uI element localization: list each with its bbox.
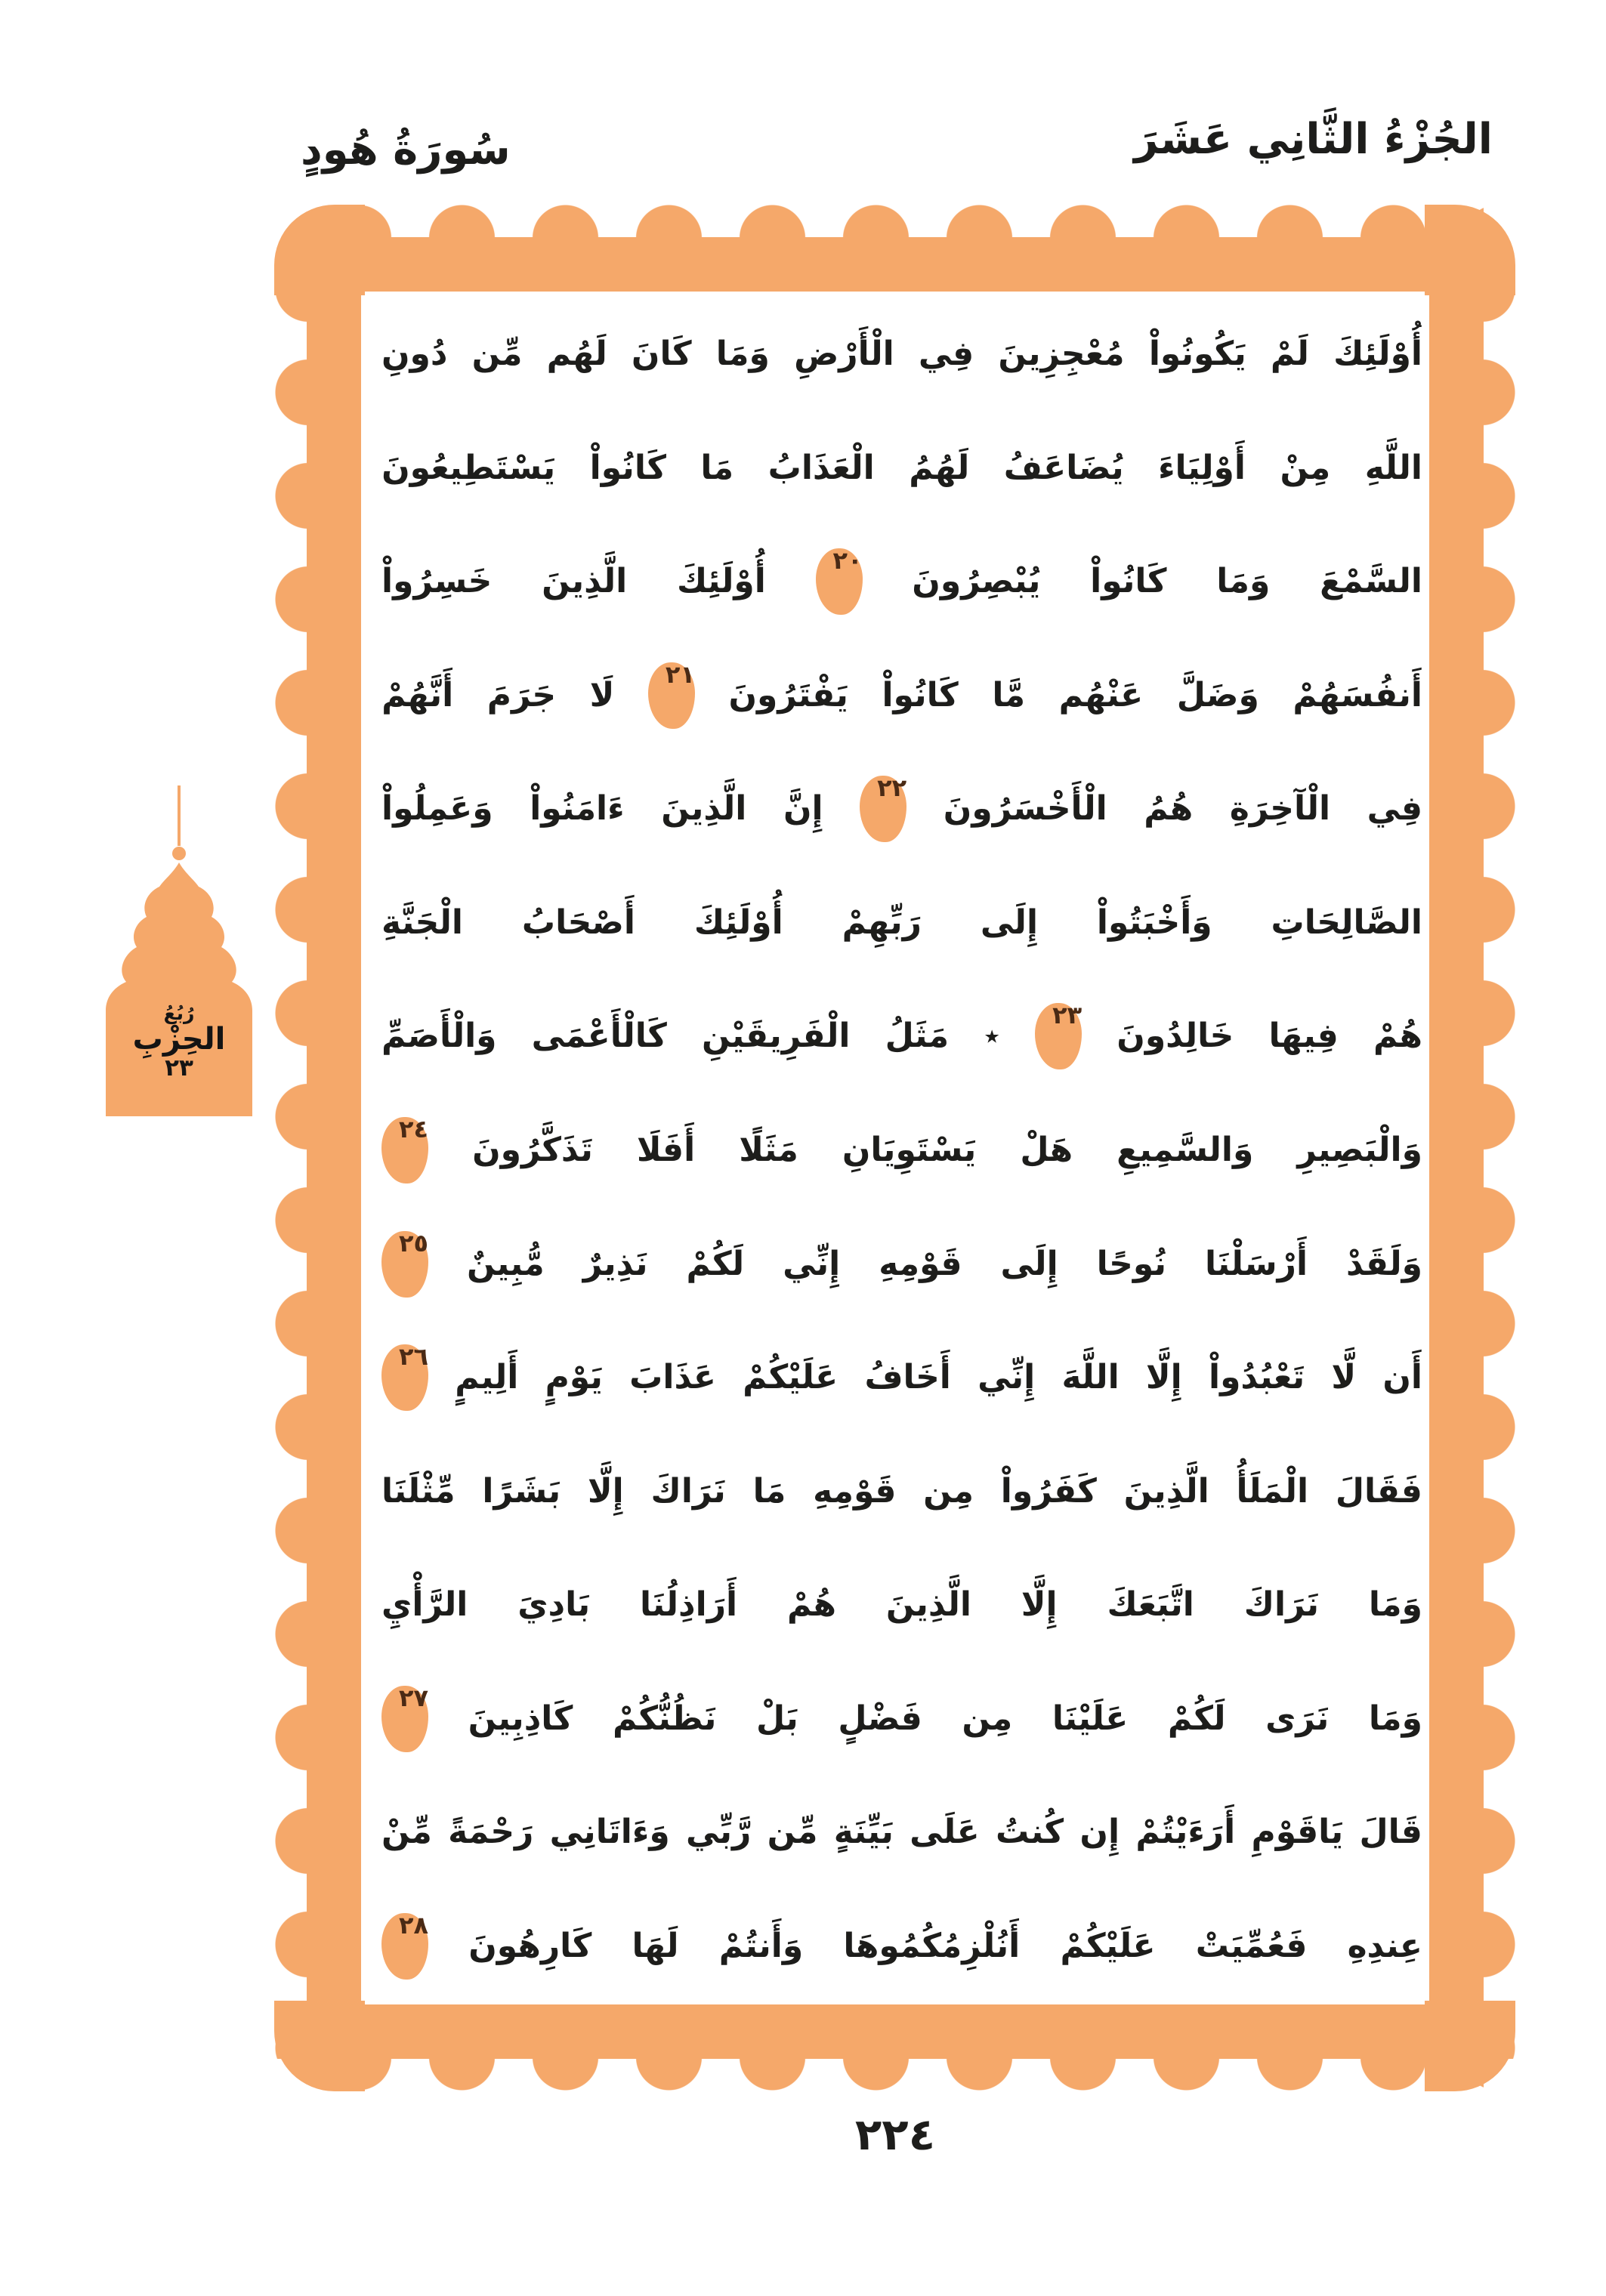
- verse-marker: ٢٤: [381, 1117, 428, 1183]
- quran-word: نَذِيرٌ: [582, 1244, 648, 1283]
- quran-word: هُمُ: [1144, 789, 1194, 829]
- quran-word: وَالْبَصِيرِ: [1297, 1130, 1422, 1169]
- verse-marker: ٢٠: [816, 548, 863, 615]
- quran-line: [381, 983, 1422, 1090]
- quran-word: ءَامَنُواْ: [530, 789, 625, 829]
- quran-word: كَانُواْ: [1090, 562, 1167, 601]
- quran-word: بَشَرًا: [482, 1471, 561, 1511]
- quran-word: عِندِهِ: [1347, 1926, 1422, 1965]
- quran-word: لَا: [589, 675, 615, 714]
- quran-word: مِّثْلَنَا: [381, 1471, 456, 1511]
- quran-word: عَلَيْكُمْ: [743, 1358, 839, 1397]
- quran-word: لَمْ: [1270, 335, 1309, 373]
- surah-title: سُورَةُ هُودٍ: [301, 125, 511, 174]
- verse-marker: ٢١: [648, 662, 695, 729]
- quran-word: بَلْ: [756, 1699, 798, 1738]
- quran-word: أُوْلَئِكَ: [1333, 335, 1422, 373]
- quran-word: يُضَاعَفُ: [1003, 448, 1124, 487]
- quran-word: أُوْلَئِكَ: [676, 562, 766, 601]
- quran-word: أَلِيمٍ: [455, 1358, 519, 1397]
- quran-line: [381, 1211, 1422, 1318]
- quran-word: الْآخِرَةِ: [1229, 789, 1331, 829]
- verse-marker: ٢٣: [1035, 1003, 1082, 1069]
- quran-line: [381, 1551, 1422, 1659]
- quran-word: مَثَلُ: [885, 1017, 950, 1056]
- quran-word: أَنُلْزِمُكُمُوهَا: [843, 1926, 1021, 1965]
- quran-word: الَّذِينَ: [661, 789, 747, 829]
- quran-line: [381, 755, 1422, 863]
- verse-marker: ٢٢: [860, 776, 906, 842]
- quran-word: كَارِهُونَ: [468, 1926, 592, 1965]
- quran-word: رَحْمَةً: [448, 1813, 534, 1852]
- quran-word: لَّا: [1331, 1358, 1357, 1397]
- quran-word: الْأَخْسَرُونَ: [943, 789, 1107, 829]
- quran-word: وَمَا: [715, 335, 770, 373]
- quran-word: فِي: [1367, 789, 1422, 829]
- quran-word: الرَّأْيِ: [381, 1585, 468, 1625]
- quran-word: بَادِيَ: [517, 1585, 591, 1625]
- quran-word: يَكُونُواْ: [1148, 335, 1246, 373]
- quran-word: اللَّهَ: [1061, 1358, 1120, 1397]
- quran-word: مُعْجِزِينَ: [998, 335, 1125, 373]
- quran-word: وَءَاتَانِي: [549, 1813, 670, 1852]
- quran-word: عَلَيْنَا: [1052, 1699, 1129, 1738]
- quran-word: مِن: [962, 1699, 1013, 1738]
- quran-word: خَالِدُونَ: [1116, 1017, 1234, 1056]
- verse-marker: ٢٨: [381, 1913, 428, 1980]
- verse-marker: ٢٦: [381, 1344, 428, 1411]
- frame-scallop-left: [274, 237, 308, 2059]
- quran-word: يَوْمٍ: [545, 1358, 603, 1397]
- quran-word: مِّنْ: [381, 1813, 432, 1852]
- quran-word: عَنْهُم: [1058, 675, 1144, 714]
- quran-word: الَّذِينَ: [542, 562, 628, 601]
- quran-word: وَمَا: [1368, 1699, 1422, 1738]
- quran-word: وَأَنتُمْ: [718, 1926, 804, 1965]
- quran-word: مَثَلًا: [739, 1130, 798, 1169]
- quran-word: فِي: [918, 335, 974, 373]
- quran-word: الْعَذَابُ: [767, 448, 875, 487]
- quran-line: [381, 642, 1422, 749]
- quran-word: وَالسَّمِيعِ: [1116, 1130, 1254, 1169]
- quran-word: كَانُواْ: [589, 448, 666, 487]
- quran-word: بَيِّنَةٍ: [833, 1813, 894, 1852]
- quran-word: كَالْأَعْمَى: [531, 1017, 667, 1056]
- frame-scallop-right: [1482, 237, 1516, 2059]
- quran-word: الَّذِينَ: [1123, 1471, 1209, 1511]
- quran-word: مَا: [752, 1471, 786, 1511]
- quran-word: أَصْحَابُ: [521, 903, 635, 942]
- quran-word: وَمَا: [1368, 1585, 1422, 1625]
- quran-word: قَالَ: [1359, 1813, 1422, 1852]
- quran-word: إِنِّي: [977, 1358, 1036, 1397]
- quran-word: إِلَّا: [1145, 1358, 1182, 1397]
- quran-word: مِّن: [471, 335, 523, 373]
- quran-word: السَّمْعَ: [1320, 562, 1422, 601]
- hizb-word: الحِزْبِ: [132, 1022, 226, 1057]
- quran-word: اللَّهِ: [1364, 448, 1422, 487]
- quran-word: نَرَاكَ: [1243, 1585, 1320, 1625]
- quran-word: مِّن: [767, 1813, 818, 1852]
- quran-word: فَقَالَ: [1335, 1471, 1422, 1511]
- rub-el-hizb-star-icon: ٭: [984, 1019, 1000, 1054]
- quran-word: وَلَقَدْ: [1346, 1244, 1422, 1283]
- quran-word: فِيهَا: [1268, 1017, 1339, 1056]
- quran-word: اتَّبَعَكَ: [1107, 1585, 1194, 1625]
- quran-word: جَرَمَ: [486, 675, 557, 714]
- quran-word: هُمْ: [1373, 1017, 1422, 1056]
- quran-word: الَّذِينَ: [885, 1585, 971, 1625]
- quran-word: عَلَى: [910, 1813, 980, 1852]
- quran-word: عَلَيْكُمْ: [1060, 1926, 1156, 1965]
- quran-word: يَاقَوْمِ: [1251, 1813, 1344, 1852]
- hizb-quarter-word: رُبُعُ: [163, 1002, 195, 1024]
- quran-word: وَالْأَصَمِّ: [381, 1017, 497, 1056]
- quran-word: يَسْتَوِيَانِ: [842, 1130, 977, 1169]
- quran-word: كُنتُ: [995, 1813, 1064, 1852]
- hizb-ornament: [103, 785, 255, 1118]
- quran-word: الْمَلَأُ: [1236, 1471, 1309, 1511]
- quran-word: كَفَرُواْ: [1000, 1471, 1097, 1511]
- quran-line: [381, 1324, 1422, 1431]
- quran-word: مُّبِينٌ: [467, 1244, 545, 1283]
- quran-word: أَخَافُ: [864, 1358, 951, 1397]
- quran-word: قَوْمِهِ: [879, 1244, 962, 1283]
- quran-line: [381, 869, 1422, 977]
- quran-word: لَهُم: [546, 335, 607, 373]
- quran-word: أَفَلَا: [636, 1130, 696, 1169]
- quran-word: نَرَى: [1265, 1699, 1330, 1738]
- quran-word: رَبِّهِمْ: [842, 903, 922, 942]
- quran-word: كَانَ: [631, 335, 692, 373]
- quran-word: الْفَرِيقَيْنِ: [702, 1017, 851, 1056]
- quran-word: هَلْ: [1020, 1130, 1073, 1169]
- quran-line: [381, 1665, 1422, 1773]
- frame-scallop-bottom: [307, 2057, 1484, 2091]
- quran-word: يُبْصِرُونَ: [912, 562, 1041, 601]
- quran-word: نَظُنُّكُمْ: [612, 1699, 717, 1738]
- quran-word: إِلَّا: [587, 1471, 624, 1511]
- quran-word: إِن: [1079, 1813, 1120, 1852]
- quran-word: وَمَا: [1216, 562, 1271, 601]
- quran-lines: [381, 301, 1422, 2000]
- quran-word: لَهُمُ: [909, 448, 970, 487]
- quran-word: خَسِرُواْ: [381, 562, 493, 601]
- quran-word: نَرَاكَ: [650, 1471, 726, 1511]
- quran-line: [381, 1893, 1422, 2000]
- quran-word: يَفْتَرُونَ: [728, 675, 848, 714]
- quran-word: الْأَرْضِ: [794, 335, 894, 373]
- quran-line: [381, 1097, 1422, 1204]
- quran-word: مِنْ: [1280, 448, 1331, 487]
- hizb-ornament-text: [103, 1003, 255, 1082]
- quran-word: تَعْبُدُواْ: [1208, 1358, 1305, 1397]
- quran-word: رَّبِّي: [685, 1813, 752, 1852]
- quran-line: [381, 301, 1422, 408]
- quran-line: [381, 415, 1422, 522]
- quran-word: أَرَاذِلُنَا: [640, 1585, 738, 1625]
- quran-word: قَوْمِهِ: [813, 1471, 897, 1511]
- quran-word: تَذَكَّرُونَ: [472, 1130, 593, 1169]
- quran-word: إِلَّا: [1021, 1585, 1058, 1625]
- quran-word: إِلَى: [980, 903, 1039, 942]
- quran-word: مَّا: [992, 675, 1026, 714]
- quran-word: أَرَءَيْتُمْ: [1135, 1813, 1236, 1852]
- quran-word: لَهَا: [632, 1926, 679, 1965]
- juz-title: الجُزْءُ الثَّانِي عَشَرَ: [1134, 115, 1493, 164]
- quran-word: أُوْلَئِكَ: [693, 903, 783, 942]
- quran-line: [381, 528, 1422, 635]
- quran-word: دُونِ: [381, 335, 448, 373]
- quran-word: وَضَلَّ: [1176, 675, 1259, 714]
- quran-word: كَاذِبِينَ: [468, 1699, 573, 1738]
- hizb-number: ٢٣: [165, 1054, 193, 1082]
- quran-word: أَرْسَلْنَا: [1204, 1244, 1308, 1283]
- quran-word: فَعُمِّيَتْ: [1195, 1926, 1308, 1965]
- quran-word: لَكُمْ: [686, 1244, 745, 1283]
- quran-word: أَوْلِيَاءَ: [1158, 448, 1246, 487]
- quran-line: [381, 1779, 1422, 1886]
- verse-marker: ٢٧: [381, 1686, 428, 1752]
- quran-word: لَكُمْ: [1167, 1699, 1226, 1738]
- quran-word: هُمْ: [786, 1585, 836, 1625]
- verse-marker: ٢٥: [381, 1231, 428, 1298]
- quran-word: يَسْتَطِيعُونَ: [381, 448, 556, 487]
- quran-word: إِنِّي: [783, 1244, 841, 1283]
- quran-word: أَن: [1382, 1358, 1422, 1397]
- quran-line: [381, 1438, 1422, 1545]
- quran-word: وَأَخْبَتُواْ: [1096, 903, 1212, 942]
- quran-word: وَعَمِلُواْ: [381, 789, 493, 829]
- quran-word: أَنفُسَهُمْ: [1293, 675, 1422, 714]
- quran-word: نُوحًا: [1096, 1244, 1166, 1283]
- page-number: ٢٢٤: [854, 2109, 936, 2160]
- quran-word: مِن: [923, 1471, 974, 1511]
- quran-word: مَا: [700, 448, 734, 487]
- quran-word: الْجَنَّةِ: [381, 903, 463, 942]
- quran-word: الصَّالِحَاتِ: [1271, 903, 1422, 942]
- quran-word: فَضْلٍ: [838, 1699, 922, 1738]
- quran-word: عَذَابَ: [629, 1358, 716, 1397]
- frame-scallop-top: [307, 204, 1484, 238]
- quran-word: إِنَّ: [783, 789, 823, 829]
- quran-word: أَنَّهُمْ: [381, 675, 454, 714]
- quran-word: كَانُواْ: [882, 675, 959, 714]
- quran-word: إِلَى: [1000, 1244, 1058, 1283]
